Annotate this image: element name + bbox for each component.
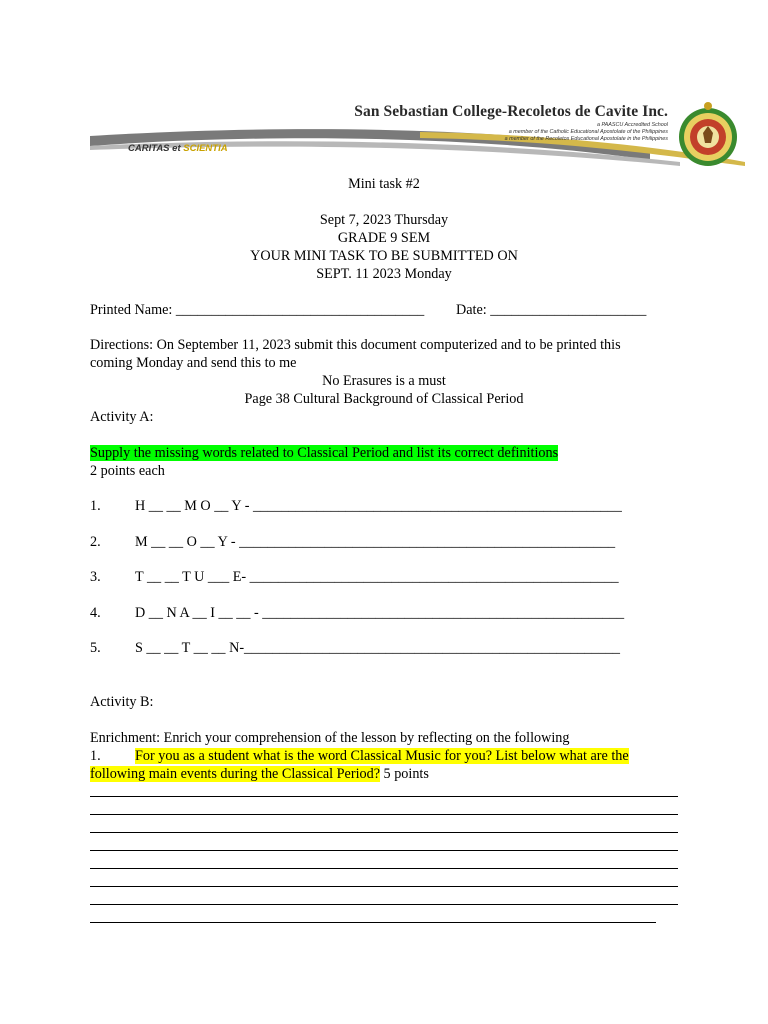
- answer-line[interactable]: [90, 850, 678, 851]
- task-date: Sept 7, 2023 Thursday: [319, 212, 449, 228]
- directions-line-2: coming Monday and send this to me: [90, 355, 297, 371]
- school-name: San Sebastian College-Recoletos de Cavite Inc.: [354, 103, 668, 120]
- directions-line-1: Directions: On September 11, 2023 submit this document computerized and to be printed this: [90, 337, 621, 353]
- school-membership-2: a member of the Recoletos Educational Apostolate in the Philippines: [504, 136, 668, 142]
- list-item-number: 5.: [90, 640, 101, 656]
- page-reference: Page 38 Cultural Background of Classical Period: [244, 391, 524, 407]
- list-item-number: 3.: [90, 569, 101, 585]
- school-accreditation: a PAASCU Accredited School: [596, 122, 668, 128]
- grade-level: GRADE 9 SEM: [337, 230, 431, 246]
- list-item-number: 1.: [90, 498, 101, 514]
- activity-a-points: 2 points each: [90, 463, 165, 479]
- letterhead: [0, 0, 768, 175]
- task-title: Mini task #2: [348, 176, 420, 192]
- activity-a-instruction: [90, 445, 558, 462]
- printed-name-field[interactable]: Printed Name: ___________________________________: [90, 302, 425, 318]
- motto-part-2: SCIENTIA: [183, 143, 228, 154]
- activity-a-heading: Activity A:: [90, 409, 154, 425]
- letterhead-swoosh: [0, 0, 768, 175]
- submit-date: SEPT. 11 2023 Monday: [316, 266, 452, 282]
- answer-line[interactable]: [90, 868, 678, 869]
- list-item-number: 2.: [90, 534, 101, 550]
- date-field[interactable]: Date: ______________________: [456, 302, 647, 318]
- answer-line[interactable]: [90, 796, 678, 797]
- school-seal-icon: [679, 102, 737, 166]
- list-item[interactable]: H __ __ M O __ Y - ____________________________________________________: [135, 498, 622, 514]
- submit-note: YOUR MINI TASK TO BE SUBMITTED ON: [250, 248, 518, 264]
- list-item-number: 4.: [90, 605, 101, 621]
- question-number: 1.: [90, 748, 101, 764]
- enrichment-instruction: Enrichment: Enrich your comprehension of the lesson by reflecting on the following: [90, 730, 570, 746]
- question-text-1: For you as a student what is the word Classical Music for you? List below what are the: [135, 748, 629, 764]
- motto-part-1: CARITAS et: [128, 143, 181, 154]
- answer-line[interactable]: [90, 904, 678, 905]
- school-membership-1: a member of the Catholic Educational Apostolate of the Philippines: [508, 129, 668, 135]
- question-line-2: [90, 766, 429, 783]
- answer-line[interactable]: [90, 922, 656, 923]
- activity-b-heading: Activity B:: [90, 694, 154, 710]
- list-item[interactable]: M __ __ O __ Y - _____________________________________________________: [135, 534, 616, 550]
- answer-line[interactable]: [90, 832, 678, 833]
- no-erasures-note: No Erasures is a must: [322, 373, 446, 389]
- list-item[interactable]: D __ N A __ I __ __ - ___________________________________________________: [135, 605, 625, 621]
- answer-line[interactable]: [90, 814, 678, 815]
- question-line-1: [135, 748, 629, 765]
- list-item[interactable]: T __ __ T U ___ E- ____________________________________________________: [135, 569, 619, 585]
- list-item[interactable]: S __ __ T __ __ N-_____________________________________________________: [135, 640, 621, 656]
- activity-a-instruction-text: Supply the missing words related to Classical Period and list its correct definitions: [90, 445, 559, 461]
- school-motto: [128, 143, 228, 154]
- answer-line[interactable]: [90, 886, 678, 887]
- question-text-2: following main events during the Classical Period?: [90, 766, 380, 782]
- question-points: 5 points: [380, 766, 429, 782]
